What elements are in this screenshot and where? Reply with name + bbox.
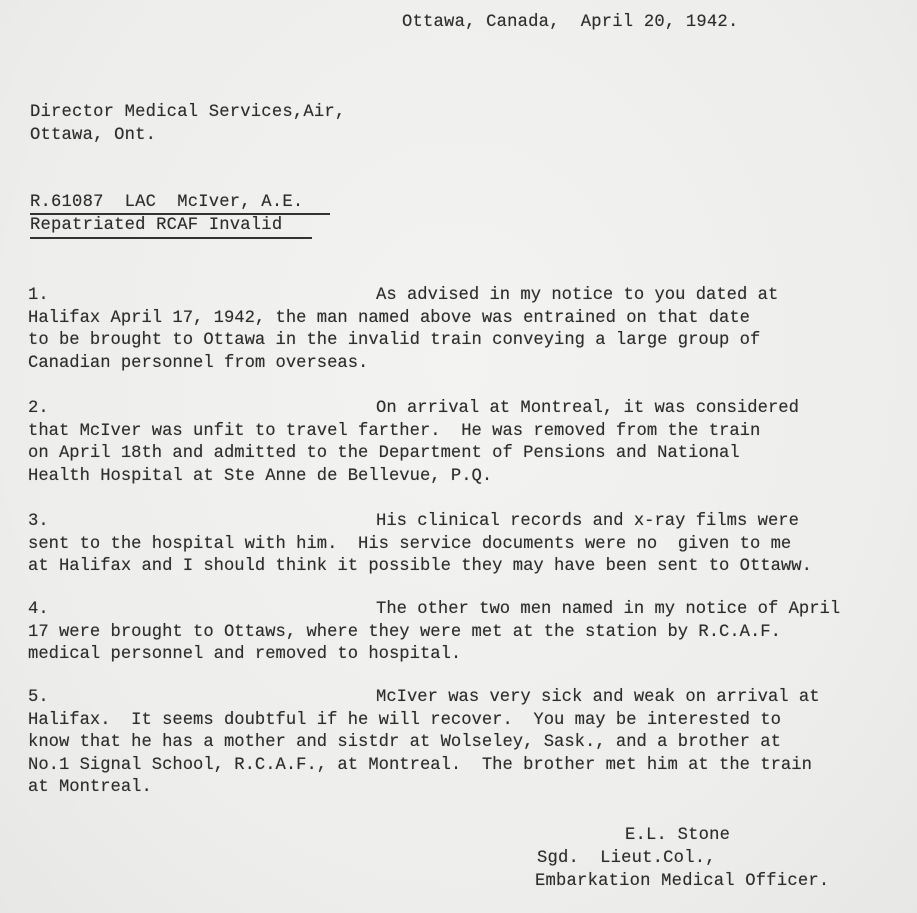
paragraph-line: Halifax April 17, 1942, the man named above was entrained on that date bbox=[28, 308, 750, 328]
paragraph-number: 1. bbox=[28, 286, 49, 305]
paragraph-line: at Halifax and I should think it possible they may have been sent to Ottaww. bbox=[28, 557, 812, 577]
paragraph-line: Halifax. It seems doubtful if he will recover. You may be interested to bbox=[28, 710, 781, 730]
recipient-line-1: Director Medical Services,Air, bbox=[30, 103, 346, 122]
signature-rank: Sgd. Lieut.Col., bbox=[537, 849, 716, 868]
paragraph-line: to be brought to Ottawa in the invalid train conveying a large group of bbox=[28, 331, 761, 351]
signature-name: E.L. Stone bbox=[625, 826, 731, 845]
dateline: Ottawa, Canada, April 20, 1942. bbox=[402, 13, 739, 32]
paragraph-line: medical personnel and removed to hospital. bbox=[28, 645, 462, 665]
paragraph-line: that McIver was unfit to travel farther. He was removed from the train bbox=[28, 421, 761, 441]
paragraph-line: sent to the hospital with him. His service documents were no given to me bbox=[28, 534, 792, 554]
subject-line-1: R.61087 LAC McIver, A.E. bbox=[30, 193, 304, 212]
recipient-line-2: Ottawa, Ont. bbox=[30, 126, 157, 145]
paragraph-number: 4. bbox=[28, 600, 49, 619]
paragraph-number: 3. bbox=[28, 512, 49, 531]
paragraph-line: Health Hospital at Ste Anne de Bellevue, P.Q. bbox=[28, 466, 493, 486]
paragraph-first-line: On arrival at Montreal, it was considered bbox=[376, 399, 799, 418]
paragraph-line: on April 18th and admitted to the Department of Pensions and National bbox=[28, 444, 740, 464]
paragraph-first-line: His clinical records and x-ray films were bbox=[376, 512, 799, 531]
paragraph-first-line: McIver was very sick and weak on arrival at bbox=[376, 688, 820, 707]
paragraph-number: 5. bbox=[28, 688, 49, 707]
paragraph-number: 2. bbox=[28, 399, 49, 418]
paragraph-first-line: The other two men named in my notice of April bbox=[376, 600, 841, 619]
paragraph-line: No.1 Signal School, R.C.A.F., at Montreal. The brother met him at the train bbox=[28, 755, 812, 775]
paragraph-line: 17 were brought to Ottaws, where they were met at the station by R.C.A.F. bbox=[28, 622, 781, 642]
paragraph-line: Canadian personnel from overseas. bbox=[28, 353, 369, 373]
paragraph-line: know that he has a mother and sistdr at Wolseley, Sask., and a brother at bbox=[28, 733, 781, 753]
subject-line-2: Repatriated RCAF Invalid bbox=[30, 216, 283, 235]
paragraph-first-line: As advised in my notice to you dated at bbox=[376, 286, 779, 305]
signature-title: Embarkation Medical Officer. bbox=[535, 872, 830, 891]
subject-underline-2 bbox=[30, 237, 312, 239]
paragraph-line: at Montreal. bbox=[28, 778, 152, 798]
